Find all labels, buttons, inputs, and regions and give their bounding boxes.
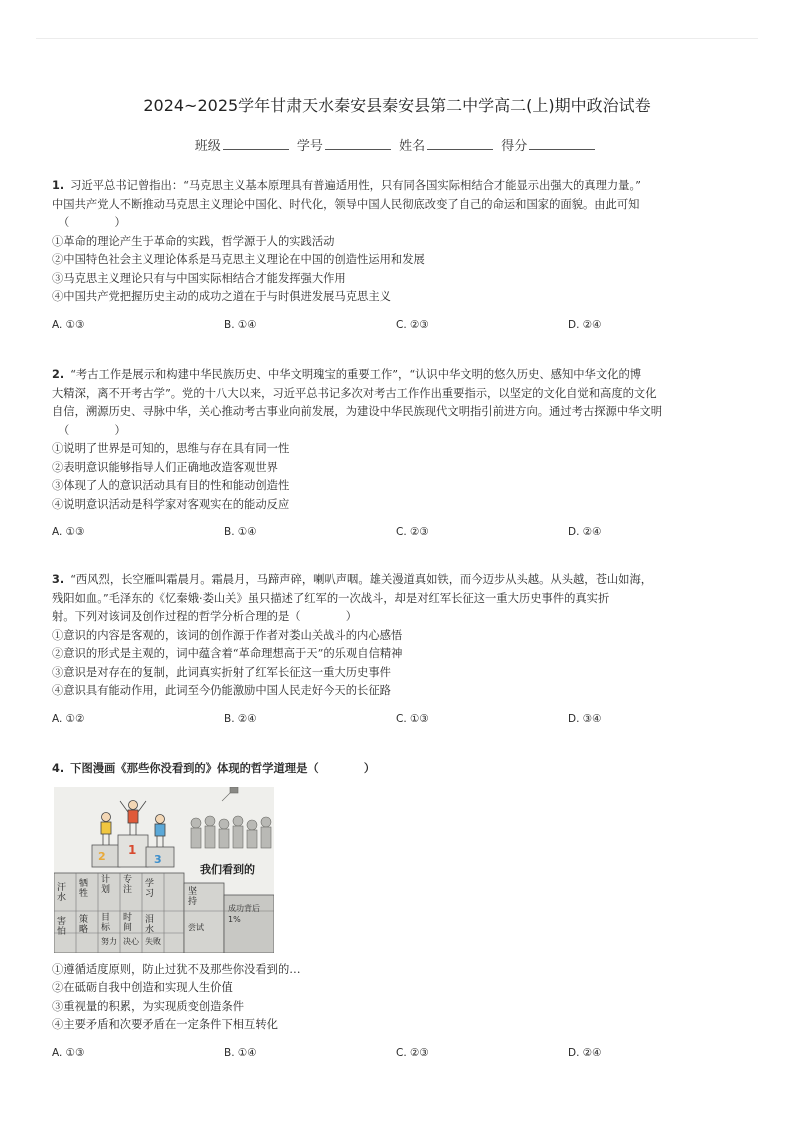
- option-a[interactable]: A. ①②: [52, 712, 85, 725]
- statement: ②表明意识能够指导人们正确地改造客观世界: [52, 460, 278, 474]
- question-number: 3.: [52, 573, 65, 586]
- pillar-label: 尝试: [188, 922, 204, 932]
- question-3: [52, 571, 752, 728]
- podium-number: 1: [128, 842, 137, 857]
- pillar-label: 计划: [101, 874, 111, 895]
- option-b[interactable]: B. ①④: [224, 1046, 257, 1059]
- name-blank[interactable]: [427, 137, 493, 150]
- question-1: [52, 177, 752, 334]
- question-2: [52, 366, 752, 541]
- statement: ②在砥砺自我中创造和实现人生价值: [52, 981, 233, 994]
- pillar-label: 策略: [79, 914, 89, 935]
- class-blank[interactable]: [223, 137, 289, 150]
- question-number: 4.: [52, 762, 65, 775]
- student-info-row: [0, 135, 794, 154]
- option-b[interactable]: B. ①④: [224, 318, 257, 331]
- name-label: 姓名: [399, 139, 426, 154]
- pillar-label: 时间: [123, 912, 133, 933]
- options-row: [52, 710, 752, 728]
- pillar-label: 失败: [145, 936, 161, 946]
- pillar-label: 汗水: [57, 882, 67, 903]
- statement: ④说明意识活动是科学家对客观实在的能动反应: [52, 497, 290, 511]
- statement: ④主要矛盾和次要矛盾在一定条件下相互转化: [52, 1018, 278, 1031]
- statement: ③意识是对存在的复制，此词真实折射了红军长征这一重大历史事件: [52, 665, 391, 679]
- statement: ①遵循适度原则，防止过犹不及那些你没看到的…: [52, 962, 301, 976]
- options-row: [52, 1044, 752, 1062]
- question-stem-line: 射。下列对该词及创作过程的哲学分析合理的是（ ）: [52, 610, 358, 623]
- question-number: 2.: [52, 368, 65, 381]
- question-number: 1.: [52, 179, 65, 192]
- student-id-blank[interactable]: [325, 137, 391, 150]
- statement: ④中国共产党把握历史主动的成功之道在于与时俱进发展马克思主义: [52, 290, 391, 303]
- question-stem-line: 自信，溯源历史、寻脉中华，关心推动考古事业向前发展，为建设中华民族现代文明指引前进方向。通过考古探源中华文明: [52, 405, 663, 418]
- question-stem-line: 中国共产党人不断推动马克思主义理论中国化、时代化，领导中国人民彻底改变了自己的命运和国家的面貌。由此可知: [52, 197, 640, 211]
- class-label: 班级: [194, 139, 221, 154]
- statement: ③马克思主义理论只有与中国实际相结合才能发挥强大作用: [52, 271, 346, 285]
- page-title: 2024~2025学年甘肃天水秦安县秦安县第二中学高二(上)期中政治试卷: [143, 96, 651, 115]
- statement: ①意识的内容是客观的，该词的创作源于作者对娄山关战斗的内心感悟: [52, 628, 403, 642]
- answer-bracket: （ ）: [58, 216, 126, 229]
- option-c[interactable]: C. ②③: [396, 526, 429, 538]
- pillar-label: 专注: [123, 874, 133, 895]
- option-d[interactable]: D. ②④: [568, 318, 602, 331]
- podium-number: 2: [98, 849, 106, 863]
- options-row: [52, 316, 752, 334]
- pillar-label: 坚持: [188, 886, 198, 907]
- pillar-label: 害怕: [57, 916, 67, 937]
- statement: ①说明了世界是可知的，思维与存在具有同一性: [52, 442, 290, 455]
- statement: ②意识的形式是主观的，词中蕴含着“革命理想高于天”的乐观自信精神: [52, 647, 403, 660]
- statement: ③重视量的积累，为实现质变创造条件: [52, 999, 245, 1013]
- question-stem-line: 残阳如血。”毛泽东的《忆秦娥·娄山关》虽只描述了红军的一次战斗，却是对红军长征这一重大历史事件的真实折: [52, 591, 610, 605]
- statement: ①革命的理论产生于革命的实践，哲学源于人的实践活动: [52, 234, 335, 248]
- question-stem: 4. 下图漫画《那些你没看到的》体现的哲学道理是（ ）: [52, 762, 376, 775]
- statement: ④意识具有能动作用，此词至今仍能激励中国人民走好今天的长征路: [52, 684, 391, 697]
- option-c[interactable]: C. ②③: [396, 318, 429, 331]
- cartoon-image: [54, 787, 274, 953]
- podium-number: 3: [154, 852, 162, 866]
- options-row: [52, 523, 752, 541]
- option-c[interactable]: C. ②③: [396, 1046, 429, 1059]
- option-d[interactable]: D. ②④: [568, 526, 602, 538]
- answer-bracket: （ ）: [58, 423, 126, 437]
- score-blank[interactable]: [529, 137, 595, 150]
- question-stem: 1. 习近平总书记曾指出：“马克思主义基本原理具有普遍适用性，只有同各国实际相结合才能显示出强大的真理力量。”: [52, 179, 641, 192]
- option-b[interactable]: B. ②④: [224, 712, 257, 725]
- side-note: 成功背后 1%: [228, 903, 260, 924]
- option-b[interactable]: B. ①④: [224, 526, 257, 538]
- header-divider: [36, 38, 758, 39]
- pillar-label: 目标: [101, 912, 111, 933]
- statement: ③体现了人的意识活动具有目的性和能动创造性: [52, 479, 290, 492]
- student-id-label: 学号: [296, 139, 323, 154]
- pillar-label: 决心: [123, 936, 139, 946]
- option-a[interactable]: A. ①③: [52, 526, 85, 538]
- pillar-label: 泪水: [145, 914, 155, 935]
- option-d[interactable]: D. ③④: [568, 712, 602, 725]
- option-a[interactable]: A. ①③: [52, 1046, 85, 1059]
- statement: ②中国特色社会主义理论体系是马克思主义理论在中国的创造性运用和发展: [52, 253, 425, 266]
- option-c[interactable]: C. ①③: [396, 712, 429, 725]
- option-d[interactable]: D. ②④: [568, 1046, 602, 1059]
- question-stem: 2. “考古工作是展示和构建中华民族历史、中华文明瑰宝的重要工作”，“认识中华文明的悠久历史、感知中华文化的博: [52, 368, 642, 381]
- option-a[interactable]: A. ①③: [52, 318, 85, 331]
- pillar-label: 努力: [101, 936, 117, 946]
- question-4: [52, 760, 752, 1062]
- question-stem-line: 大精深，离不开考古学”。党的十八大以来，习近平总书记多次对考古工作作出重要指示，以坚定的文化自觉和高度的文化: [52, 386, 657, 400]
- question-stem: 3. “西风烈，长空雁叫霜晨月。霜晨月，马蹄声碎，喇叭声咽。雄关漫道真如铁，而今迈步从头越。从头越，苍山如海，: [52, 573, 653, 586]
- pillar-label: 学习: [145, 878, 155, 899]
- score-label: 得分: [501, 139, 528, 154]
- cartoon-caption: 我们看到的: [200, 862, 255, 876]
- pillar-label: 牺牲: [79, 878, 89, 899]
